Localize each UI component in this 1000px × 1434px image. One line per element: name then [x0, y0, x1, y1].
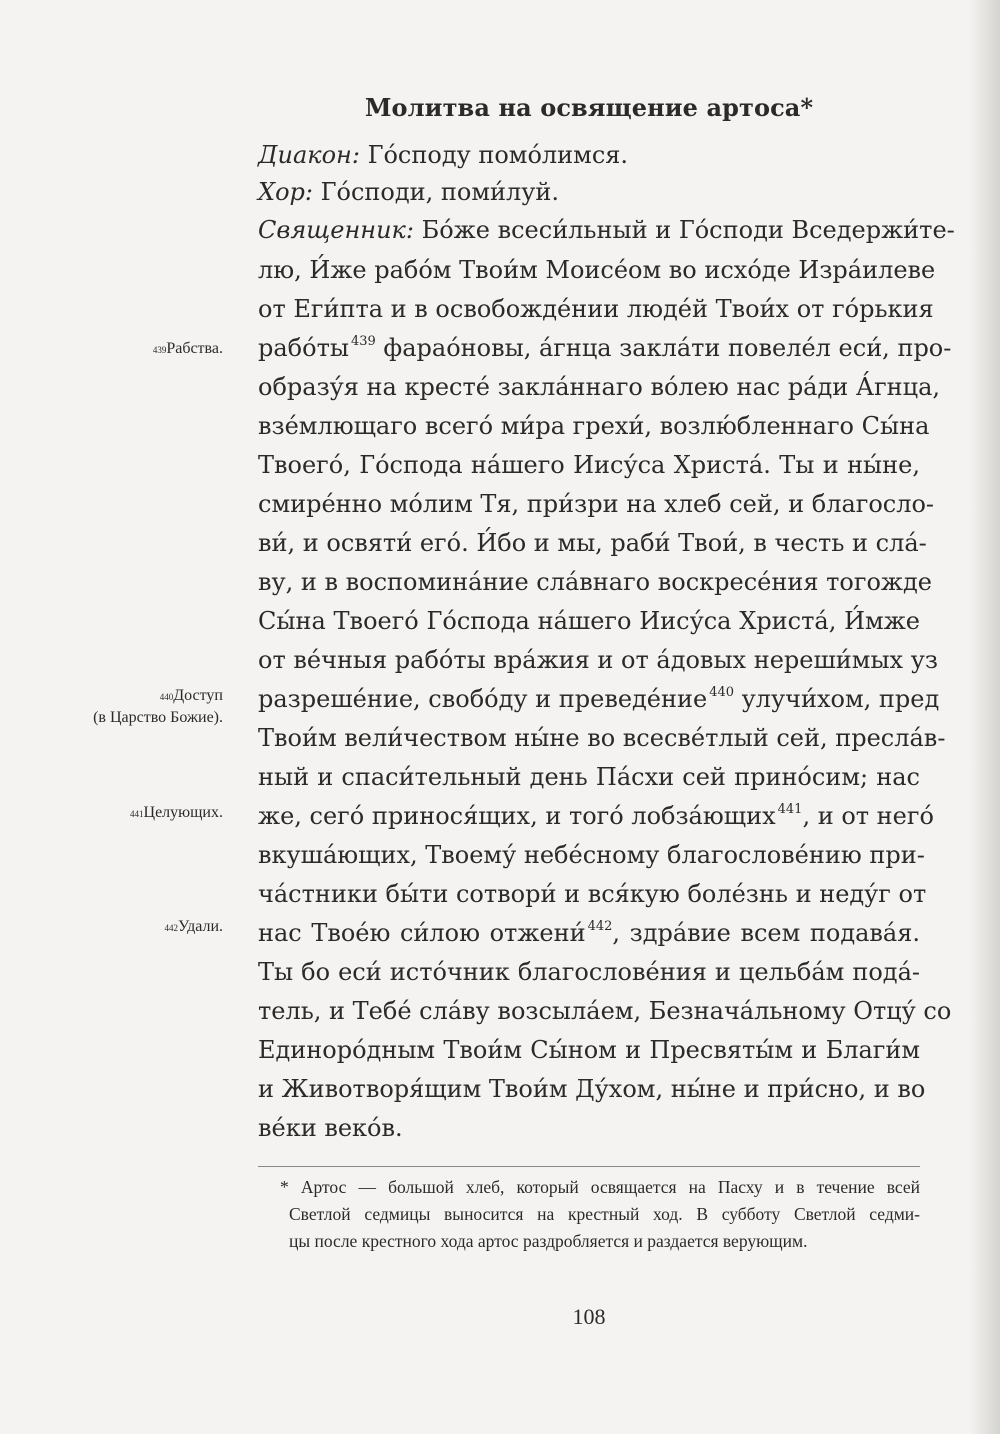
- prayer-line: тель, и Тебе́ сла́ву возсыла́ем, Безнача́льному Отцу́ со: [258, 997, 952, 1025]
- footnote-divider: [258, 1166, 920, 1167]
- prayer-line: вкуша́ющих, Твоему́ небе́сному благослове́нию при-: [258, 841, 925, 869]
- page-number: 108: [572, 1304, 606, 1329]
- deacon-label: Диакон:: [258, 141, 360, 169]
- prayer-line: ный и спаси́тельный день Па́сxи сей прино́сим; нас: [258, 763, 920, 791]
- margin-note: $^{442}$Удали.: [164, 918, 223, 935]
- priest-label: Священник:: [258, 216, 414, 244]
- prayer-line: же, сего́ принося́щих, и того́ лобза́ющих $^{441}$, и от него́: [258, 802, 934, 830]
- prayer-line: ча́стники бы́ти сотвори́ и вся́кую боле́знь и неду́г от: [258, 880, 927, 908]
- prayer-line: ве́ки веко́в.: [258, 1114, 403, 1142]
- choir-label: Хор:: [258, 178, 313, 206]
- prayer-line: ви́, и освяти́ его́. И́бо и мы, раби́ Твои́, в честь и сла́-: [258, 529, 927, 557]
- deacon-line: [258, 135, 920, 175]
- prayer-line: Твои́м вели́чествoм ны́не во всесве́тлый сей, пресла́в-: [258, 724, 946, 752]
- choir-line: [258, 172, 920, 212]
- prayer-line: лю, И́же рабо́м Твои́м Моисе́ом во исхо́де Изра́илеве: [258, 256, 936, 284]
- prayer-title: Молитва на освящение артоса*: [364, 93, 814, 122]
- footnote-line: цы после крестного хода артос раздробляется и раздается верующим.: [289, 1231, 808, 1251]
- prayer-line: Священник: Бо́же всеси́льный и Го́споди Вседержи́те-: [258, 216, 955, 244]
- footnote-ref: 441: [777, 802, 803, 817]
- choir-text: Го́споди, поми́луй.: [320, 178, 559, 206]
- margin-note: $^{441}$Целующих.: [130, 804, 223, 821]
- prayer-line: от ве́чныя рабо́ты вра́жия и от а́довых нереши́мых уз: [258, 646, 938, 674]
- footnote-ref: 440: [709, 685, 735, 700]
- prayer-line: Твоего́, Го́спода на́шего Иису́са Христа́. Ты и ны́не,: [258, 451, 920, 479]
- prayer-line: Единоро́дным Твои́м Сы́ном и Пресвяты́м и Благи́м: [258, 1036, 920, 1064]
- footnote-line: * Артос — большой хлеб, который освящается на Пасху и в течение всей: [280, 1177, 920, 1197]
- prayer-line: и Животворя́щим Твои́м Ду́хом, ны́не и при́сно, и во: [258, 1075, 926, 1103]
- footnote-ref: 442: [587, 919, 613, 934]
- prayer-line: взе́млющаго всего́ ми́ра грехи́, возлю́бленнаго Сы́на: [258, 412, 930, 440]
- prayer-line: разреше́ние, свобо́ду и преведе́ние $^{440}$ улучи́хом, пред: [258, 685, 940, 713]
- deacon-text: Го́споду помо́лимся.: [367, 141, 629, 169]
- prayer-line: Сы́на Твоего́ Го́спода на́шего Иису́са Христа́, И́мже: [258, 607, 920, 635]
- footnote-line: Светлой седмицы выносится на крестный ход. В субботу Светлой седми-: [289, 1204, 920, 1224]
- prayer-line: рабо́ты $^{439}$ фарао́новы, а́гнца закла́ти повеле́л еси́, про-: [258, 334, 952, 362]
- prayer-line: ву, и в воспомина́ние сла́внаго воскресе́ния тогожде: [258, 568, 932, 596]
- footnote-ref: 439: [350, 334, 376, 349]
- margin-note: $^{439}$Рабства.: [152, 340, 223, 357]
- prayer-line: образу́я на кресте́ закла́ннаго во́лею нас ра́ди А́гнца,: [258, 373, 941, 401]
- prayer-line: от Еги́пта и в освобожде́нии люде́й Твои́х от го́рькия: [258, 295, 934, 323]
- prayer-line: смире́нно мо́лим Тя, при́зри на хлеб сей, и благосло-: [258, 490, 935, 518]
- margin-note: $^{440}$Доступ (в Царство Божие).: [93, 687, 223, 726]
- page-edge-shadow: [970, 0, 1000, 1434]
- prayer-line: Ты бо еси́ исто́чник благослове́ния и цельба́м пода́-: [258, 958, 920, 986]
- prayer-line: нас Твое́ю си́лою отжени́ $^{442}$, здра́вие всем подава́я.: [258, 919, 920, 947]
